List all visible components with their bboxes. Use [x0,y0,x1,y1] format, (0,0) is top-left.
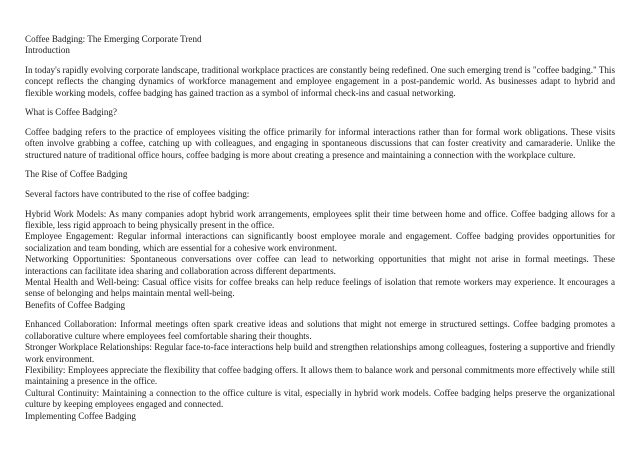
rise-item: Mental Health and Well-being: Casual office visits for coffee breaks can help reduce feelings of isolation that remote workers may experience. It encourages a sense of belonging and helps maintain mental well-being. [25,277,615,299]
what-heading: What is Coffee Badging? [25,107,118,118]
what-paragraph: Coffee badging refers to the practice of employees visiting the office primarily for informal interactions rather than for formal work obligations. These visits often involve grabbing a coffee, catching up with colleagues, and engaging in spontaneous discussions that can foster creativity and camaraderie. Unlike the structured nature of traditional office hours, coffee badging is more about creating a presence and maintaining a connection with the workplace culture. [25,127,615,160]
document-title: Coffee Badging: The Emerging Corporate Trend [25,34,202,44]
rise-intro: Several factors have contributed to the rise of coffee badging: [25,189,250,199]
benefits-heading: Benefits of Coffee Badging [25,299,126,310]
spacer [25,119,615,127]
spacer [25,181,615,189]
rise-item: Employee Engagement: Regular informal interactions can significantly boost employee morale and engagement. Coffee badging provides opportunities for socialization and team bonding, which are essential for a cohesive work environment. [25,231,615,253]
document-page [25,34,615,422]
spacer [25,200,615,208]
spacer [25,99,615,107]
spacer [25,57,615,65]
rise-item: Networking Opportunities: Spontaneous conversations over coffee can lead to networking opportunities that might not arise in formal meetings. These interactions can facilitate idea sharing and collaboration across different departments. [25,254,615,276]
benefit-item: Cultural Continuity: Maintaining a connection to the office culture is vital, especially in hybrid work models. Coffee badging helps preserve the organizational culture by keeping employees engaged and connected. [25,387,615,410]
spacer [25,161,615,169]
implementing-heading: Implementing Coffee Badging [25,410,136,421]
intro-paragraph: In today's rapidly evolving corporate landscape, traditional workplace practices are constantly being redefined. One such emerging trend is "coffee badging." This concept reflects the changing dynamics of workforce management and employee engagement in a post-pandemic world. As businesses adapt to hybrid and flexible working models, coffee badging has gained traction as a symbol of informal check-ins and casual networking. [25,65,615,98]
benefit-item: Enhanced Collaboration: Informal meetings often spark creative ideas and solutions that might not emerge in structured settings. Coffee badging promotes a collaborative culture where employees feel comfortable sharing their thoughts. [25,319,615,341]
spacer [25,311,615,319]
rise-item: Hybrid Work Models: As many companies adopt hybrid work arrangements, employees split their time between home and office. Coffee badging allows for a flexible, less rigid approach to being physically present in the office. [25,208,615,230]
benefit-item: Stronger Workplace Relationships: Regular face-to-face interactions help build and strengthen relationships among colleagues, fostering a supportive and friendly work environment. [25,342,615,364]
rise-heading: The Rise of Coffee Badging [25,169,128,180]
intro-heading: Introduction [25,45,70,56]
benefit-item: Flexibility: Employees appreciate the flexibility that coffee badging offers. It allows them to balance work and personal commitments more effectively while still maintaining a presence in the office. [25,365,615,387]
